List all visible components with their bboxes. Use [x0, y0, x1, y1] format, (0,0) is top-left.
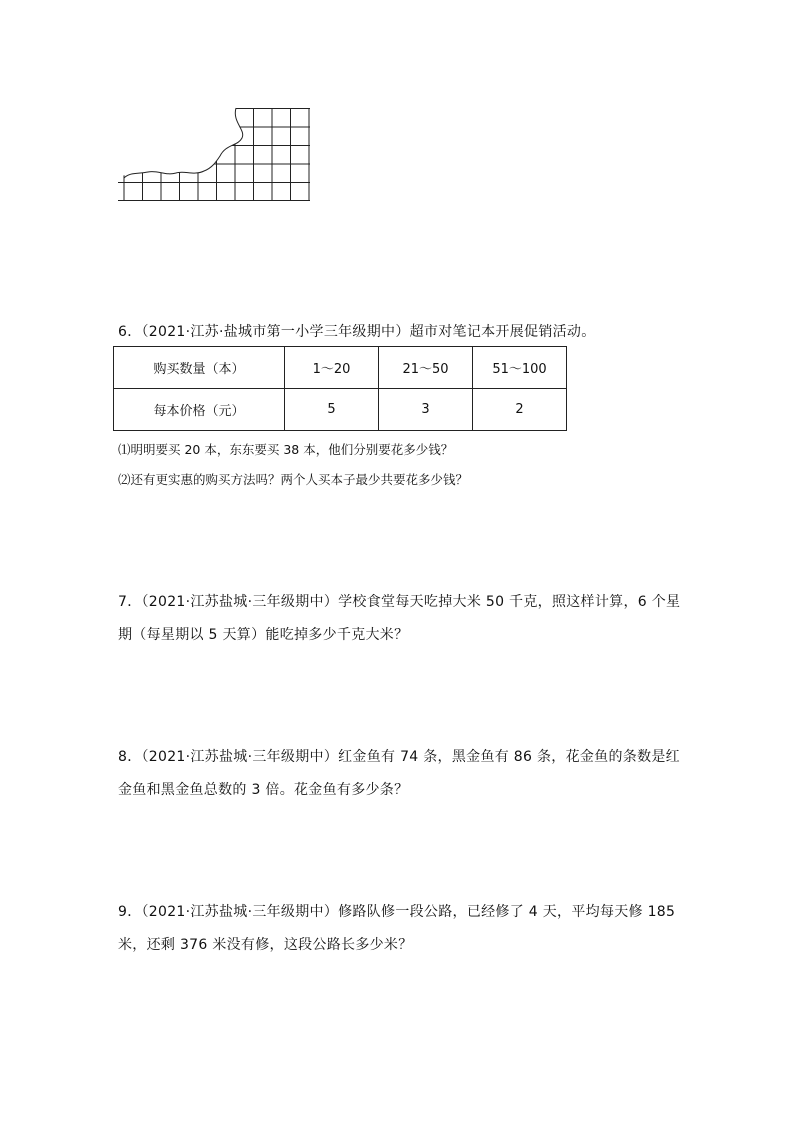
question-9 — [118, 896, 675, 962]
table-cell: 1～20 — [285, 347, 379, 389]
table-row — [114, 347, 567, 389]
question-8-line-1: 8．（2021·江苏盐城·三年级期中）红金鱼有 74 条，黑金鱼有 86 条，花金鱼的条数是红 — [118, 749, 680, 765]
table-cell: 每本价格（元） — [114, 389, 285, 431]
question-7 — [118, 586, 680, 652]
table-row — [114, 389, 567, 431]
torn-grid-figure — [118, 100, 318, 206]
table-cell: 51～100 — [473, 347, 567, 389]
table-cell: 2 — [473, 389, 567, 431]
question-8 — [118, 741, 680, 807]
question-6-sub-1: ⑴明明要买 20 本，东东要买 38 本，他们分别要花多少钱？ — [118, 442, 454, 457]
question-6-text: 6．（2021·江苏·盐城市第一小学三年级期中）超市对笔记本开展促销活动。 — [118, 324, 596, 340]
question-7-line-1: 7．（2021·江苏盐城·三年级期中）学校食堂每天吃掉大米 50 千克，照这样计算，6 个星 — [118, 594, 681, 610]
question-7-line-2: 期（每星期以 5 天算）能吃掉多少千克大米？ — [118, 627, 409, 643]
torn-edge — [124, 108, 243, 178]
question-6 — [118, 316, 596, 349]
table-cell: 购买数量（本） — [114, 347, 285, 389]
price-table — [113, 346, 567, 431]
table-cell: 5 — [285, 389, 379, 431]
question-9-line-1: 9．（2021·江苏盐城·三年级期中）修路队修一段公路，已经修了 4 天，平均每天修 185 — [118, 904, 676, 920]
table-cell: 21～50 — [379, 347, 473, 389]
question-8-line-2: 金鱼和黑金鱼总数的 3 倍。花金鱼有多少条？ — [118, 782, 409, 798]
grid-lines — [118, 108, 310, 201]
question-6-sub-2: ⑵还有更实惠的购买方法吗？两个人买本子最少共要花多少钱？ — [118, 472, 469, 487]
table-cell: 3 — [379, 389, 473, 431]
question-9-line-2: 米，还剩 376 米没有修，这段公路长多少米？ — [118, 937, 413, 953]
